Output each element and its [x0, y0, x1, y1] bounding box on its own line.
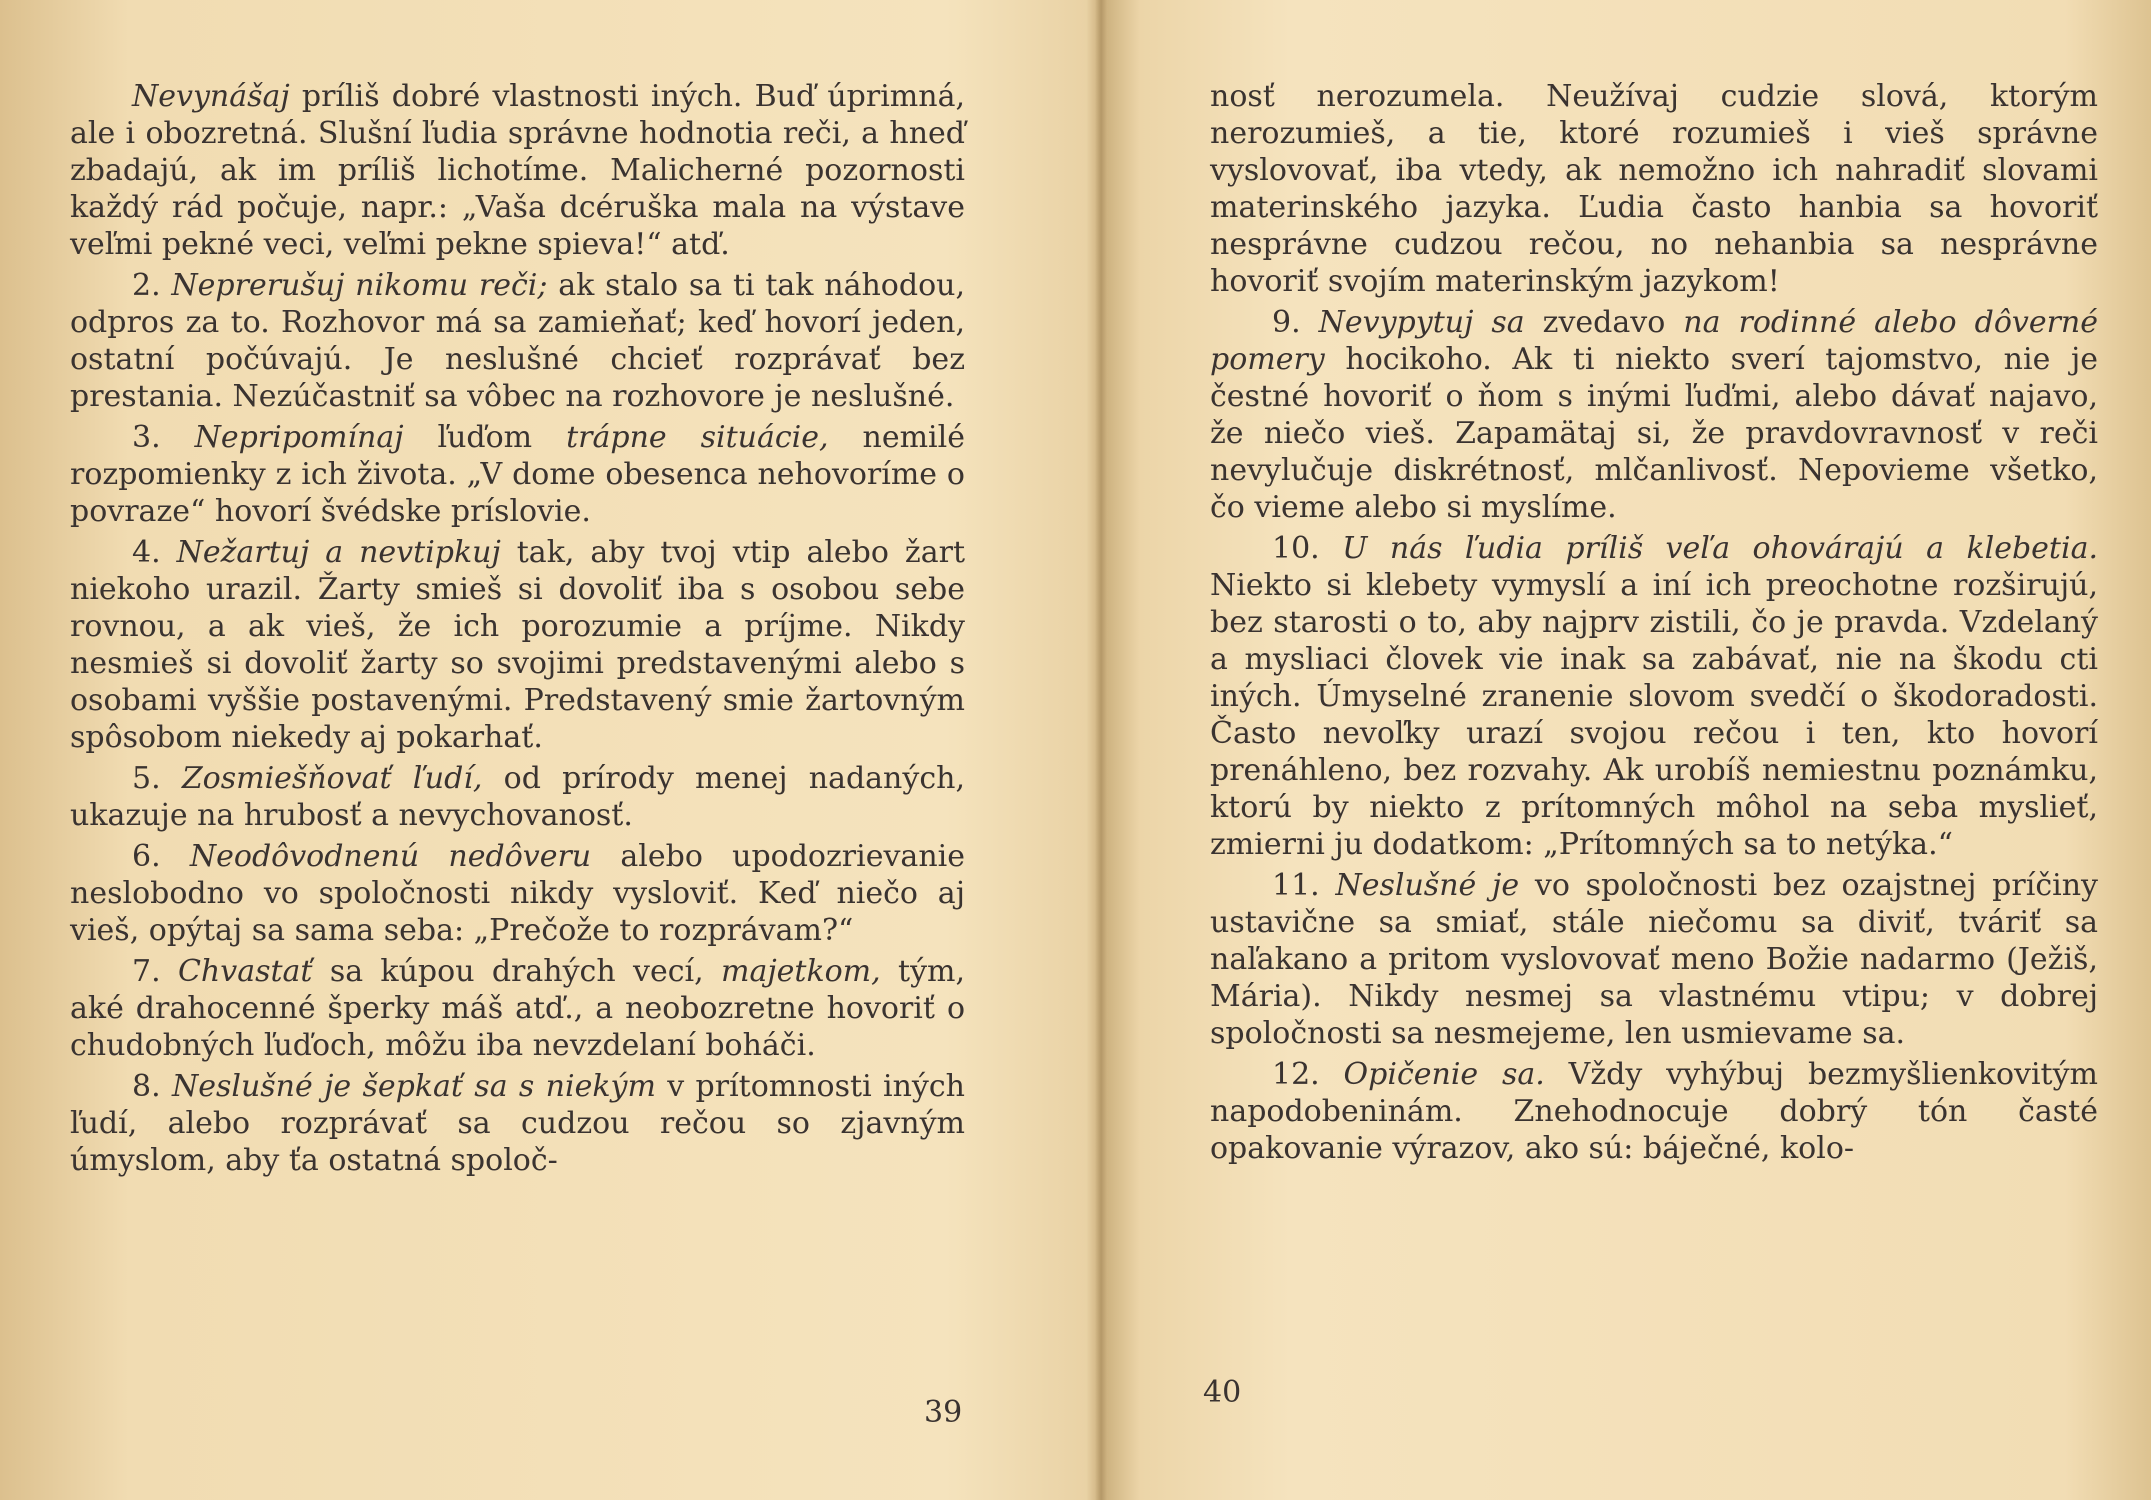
paragraph [70, 838, 965, 949]
page-number-left: 39 [924, 1395, 963, 1430]
text-run: 6. [132, 839, 190, 874]
text-run: od prírody menej nadaných, ukazuje na hrubosť a nevychovanosť. [70, 761, 965, 833]
left-page [70, 78, 965, 1183]
italic-run: Nepripomínaj [194, 420, 404, 455]
italic-run: Neslušné je [1335, 868, 1520, 903]
text-run: Niekto si klebety vymyslí a iní ich preochotne rozširujú, bez starosti o to, aby najprv zistili, čo je pravda. Vzdelaný a mysliaci človek vie inak sa zabávať, nie na škodu cti iných. Úmyselné zranenie slovom svedčí o škodoradosti. Často nevoľky urazí svojou rečou i ten, kto hovorí prenáhleno, bez rozvahy. Ak urobíš nemiestnu poznámku, ktorú by niekto z prítomných môhol na seba myslieť, zmierni ju dodatkom: „Prítomných sa to netýka.“ [1210, 568, 2098, 862]
paragraph [70, 953, 965, 1064]
paragraph [70, 78, 965, 263]
paragraph [70, 534, 965, 756]
italic-run: Nežartuj a nevtipkuj [176, 535, 501, 570]
paragraph [70, 267, 965, 415]
text-run: príliš dobré vlastnosti iných. Buď úprimná, ale i obozretná. Slušní ľudia správne hodnotia reči, a hneď zbadajú, ak im príliš lichotíme. Malicherné pozornosti každý rád počuje, napr.: „Vaša dcéruška mala na výstave veľmi pekné veci, veľmi pekne spieva!“ atď. [70, 79, 965, 262]
text-run: nemilé rozpomienky z ich života. „V dome obesenca nehovoríme o povraze“ hovorí švédske príslovie. [70, 420, 965, 529]
text-run: 10. [1272, 531, 1343, 566]
paragraph [1210, 1056, 2098, 1167]
text-run: ak stalo sa ti tak náhodou, odpros za to. Rozhovor má sa zamieňať; keď hovorí jeden, ostatní počúvajú. Je neslušné chcieť rozprávať bez prestania. Nezúčastniť sa vôbec na rozhovore je neslušné. [70, 268, 965, 414]
text-run: vo spoločnosti bez ozajstnej príčiny ustavične sa smiať, stále niečomu sa diviť, tváriť sa naľakano a pritom vyslovovať meno Božie nadarmo (Ježiš, Mária). Nikdy nesmej sa vlastnému vtipu; v dobrej spoločnosti sa nesmejeme, len usmievame sa. [1210, 868, 2098, 1051]
right-page [1210, 78, 2098, 1171]
text-run: 7. [132, 954, 178, 989]
italic-run: Neprerušuj nikomu reči; [171, 268, 548, 303]
paragraph [1210, 78, 2098, 300]
text-run: 2. [132, 268, 172, 303]
paragraph [1210, 530, 2098, 863]
text-run: tak, aby tvoj vtip alebo žart niekoho urazil. Žarty smieš si dovoliť iba s osobou sebe rovnou, a ak vieš, že ich porozumie a príjme. Nikdy nesmieš si dovoliť žarty so svojimi predstavenými alebo s osobami vyššie postavenými. Predstavený smie žartovným spôsobom niekedy aj pokarhať. [70, 535, 965, 755]
text-run: alebo upodozrievanie neslobodno vo spoločnosti nikdy vysloviť. Keď niečo aj vieš, opýtaj sa sama seba: „Prečože to rozprávam?“ [70, 839, 965, 948]
paragraph [70, 419, 965, 530]
text-run: 12. [1272, 1057, 1344, 1092]
italic-run: Neslušné je šepkať sa s niekým [171, 1069, 656, 1104]
italic-run: Chvastať [177, 954, 313, 989]
italic-run: na rodinné alebo dôverné pomery [1210, 305, 2098, 377]
italic-run: Opičenie sa. [1343, 1057, 1545, 1092]
italic-run: U nás ľudia príliš veľa ohovárajú a klebetia. [1342, 531, 2098, 566]
paragraph [1210, 867, 2098, 1052]
text-run: 11. [1272, 868, 1336, 903]
paragraph [70, 1068, 965, 1179]
text-run: sa kúpou drahých vecí, [312, 954, 721, 989]
italic-run: Zosmiešňovať ľudí, [181, 761, 483, 796]
text-run: tým, aké drahocenné šperky máš atď., a neobozretne hovoriť o chudobných ľuďoch, môžu iba nevzdelaní boháči. [70, 954, 965, 1063]
text-run: 3. [132, 420, 195, 455]
text-run: Vždy vyhýbuj bezmyšlienkovitým napodobeninám. Znehodnocuje dobrý tón časté opakovanie výrazov, ako sú: báječné, kolo- [1210, 1057, 2098, 1166]
italic-run: Nevypytuj sa [1318, 305, 1525, 340]
text-run: 8. [132, 1069, 172, 1104]
italic-run: Neodôvodnenú nedôveru [189, 839, 592, 874]
italic-run: trápne situácie, [566, 420, 829, 455]
page-number-right: 40 [1203, 1375, 1242, 1410]
italic-run: majetkom, [721, 954, 881, 989]
text-run: ľuďom [403, 420, 567, 455]
text-run: nosť nerozumela. Neužívaj cudzie slová, ktorým nerozumieš, a tie, ktoré rozumieš i vieš správne vyslovovať, iba vtedy, ak nemožno ich nahradiť slovami materinského jazyka. Ľudia často hanbia sa hovoriť nesprávne cudzou rečou, no nehanbia sa nesprávne hovoriť svojím materinským jazykom! [1210, 79, 2098, 299]
italic-run: Nevynášaj [132, 79, 290, 114]
book-gutter [1095, 0, 1107, 1500]
paragraph [1210, 304, 2098, 526]
text-run: v prítomnosti iných ľudí, alebo rozprávať sa cudzou rečou so zjavným úmyslom, aby ťa ostatná spoloč- [70, 1069, 965, 1178]
text-run: 5. [132, 761, 182, 796]
text-run: zvedavo [1524, 305, 1684, 340]
paragraph [70, 760, 965, 834]
text-run: 9. [1272, 305, 1319, 340]
text-run: 4. [132, 535, 177, 570]
text-run: hocikoho. Ak ti niekto sverí tajomstvo, nie je čestné hovoriť o ňom s inými ľuďmi, alebo dávať najavo, že niečo vieš. Zapamätaj si, že pravdovravnosť v reči nevylučuje diskrétnosť, mlčanlivosť. Nepovieme všetko, čo vieme alebo si myslíme. [1210, 342, 2098, 525]
